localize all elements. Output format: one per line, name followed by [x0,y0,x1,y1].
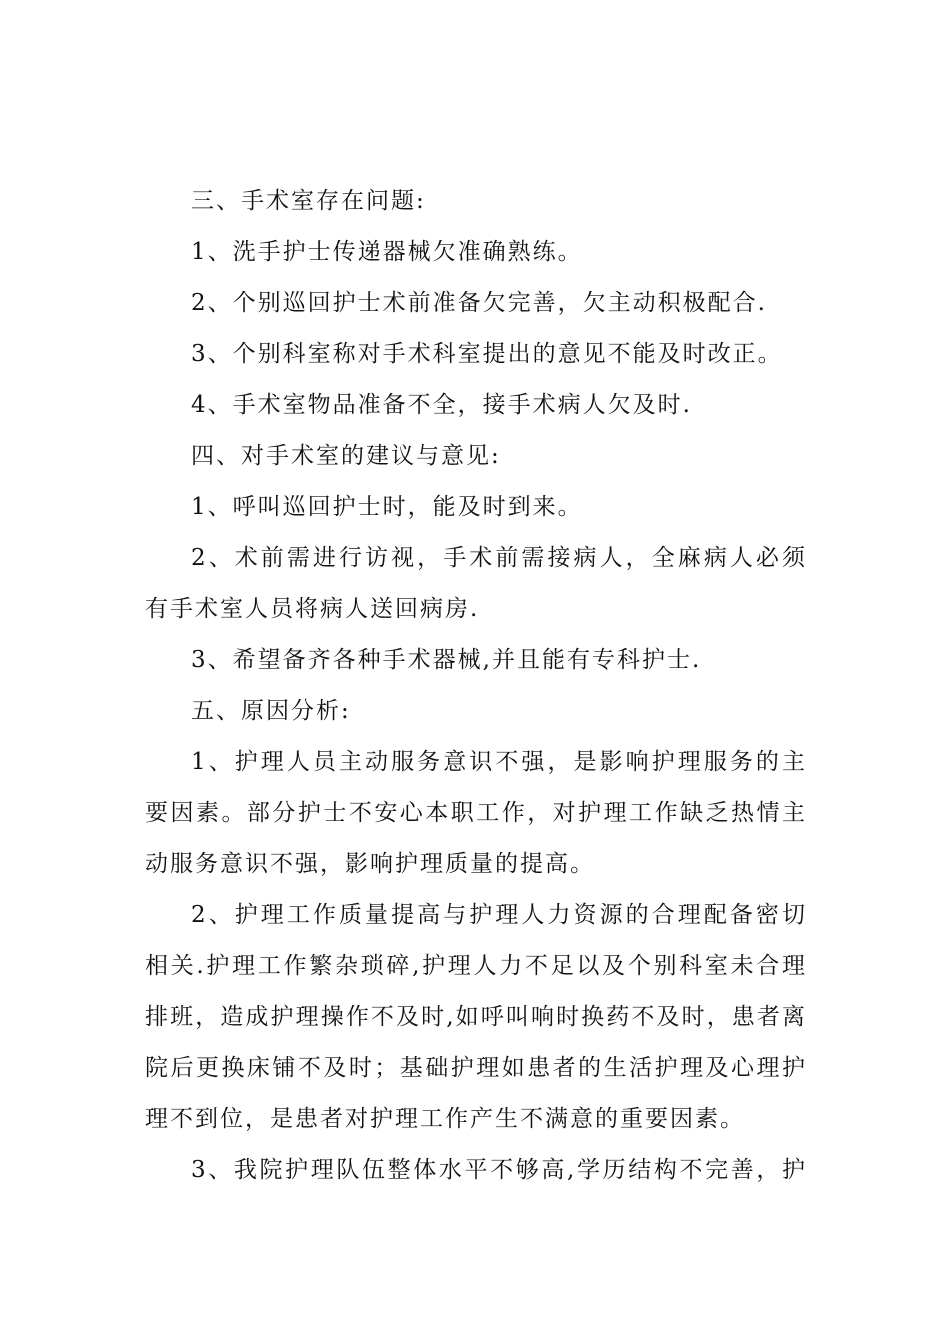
problem-item-4: 4、手术室物品准备不全，接手术病人欠及时. [191,392,692,418]
suggestion-item-2: 2、术前需进行访视，手术前需接病人，全麻病人必须有手术室人员将病人送回病房. [145,545,807,622]
analysis-item-3: 3、我院护理队伍整体水平不够高,学历结构不完善，护 [191,1157,807,1183]
problem-item-1: 1、洗手护士传递器械欠准确熟练。 [191,239,583,265]
analysis-item-2: 2、护理工作质量提高与护理人力资源的合理配备密切相关.护理工作繁杂琐碎,护理人力不足以及个别科室未合理排班，造成护理操作不及时,如呼叫响时换药不及时，患者离院后更换床铺不及时；基础护理如患者的生活护理及心理护理不到位，是患者对护理工作产生不满意的重要因素。 [145,902,807,1132]
suggestion-item-1: 1、呼叫巡回护士时，能及时到来。 [191,494,583,520]
problem-item-3: 3、个别科室称对手术科室提出的意见不能及时改正。 [191,341,783,367]
section-heading-analysis: 五、原因分析: [191,698,351,724]
section-heading-suggestions: 四、对手术室的建议与意见: [191,443,501,469]
suggestion-item-3: 3、希望备齐各种手术器械,并且能有专科护士. [191,647,702,673]
analysis-item-1: 1、护理人员主动服务意识不强，是影响护理服务的主要因素。部分护士不安心本职工作，对护理工作缺乏热情主动服务意识不强，影响护理质量的提高。 [145,749,807,877]
section-heading-problems: 三、手术室存在问题: [191,188,426,214]
document-body [145,176,807,1196]
problem-item-2: 2、个别巡回护士术前准备欠完善，欠主动积极配合. [191,290,767,316]
